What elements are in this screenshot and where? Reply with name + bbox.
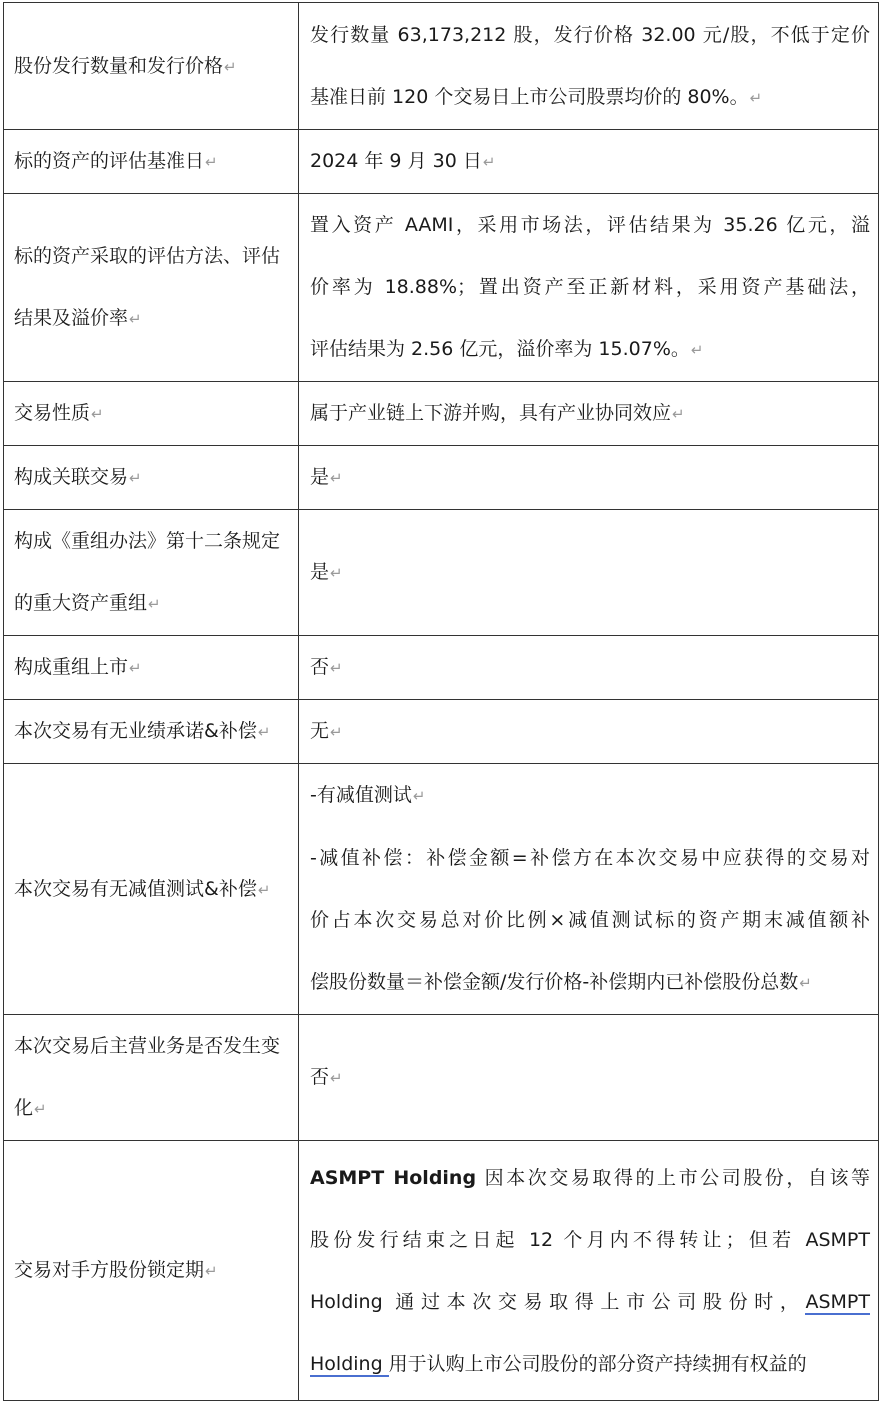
row-value: 发行数量 63,173,212 股，发行价格 32.00 元/股，不低于定价 基准日前 120 个交易日上市公司股票均价的 80%。↵: [299, 3, 879, 130]
table-row: [4, 3, 879, 130]
transaction-summary-table: [3, 2, 879, 1401]
table-row: [4, 700, 879, 764]
row-label: 本次交易后主营业务是否发生变化↵: [4, 1015, 299, 1141]
row-label: 股份发行数量和发行价格↵: [4, 3, 299, 130]
row-value: 是↵: [299, 446, 879, 510]
row-value: 否↵: [299, 1015, 879, 1141]
tracked-underline: Holding: [310, 1352, 389, 1375]
row-value: 否↵: [299, 636, 879, 700]
table-row: [4, 510, 879, 636]
row-label: 本次交易有无业绩承诺&补偿↵: [4, 700, 299, 764]
table-row: [4, 194, 879, 382]
row-label: 标的资产采取的评估方法、评估结果及溢价率↵: [4, 194, 299, 382]
row-value: 属于产业链上下游并购，具有产业协同效应↵: [299, 382, 879, 446]
row-value: 2024 年 9 月 30 日↵: [299, 130, 879, 194]
table-row: [4, 1141, 879, 1401]
row-value: 无↵: [299, 700, 879, 764]
row-label: 构成《重组办法》第十二条规定的重大资产重组↵: [4, 510, 299, 636]
row-label: 标的资产的评估基准日↵: [4, 130, 299, 194]
tracked-underline: ASMPT: [805, 1290, 870, 1313]
row-label: 构成关联交易↵: [4, 446, 299, 510]
row-label: 本次交易有无减值测试&补偿↵: [4, 764, 299, 1015]
table-row: [4, 764, 879, 1015]
table-row: [4, 446, 879, 510]
row-value: 是↵: [299, 510, 879, 636]
row-label: 交易性质↵: [4, 382, 299, 446]
row-value: ASMPT Holding 因本次交易取得的上市公司股份，自该等 股份发行结束之日起 12 个月内不得转让；但若 ASMPT Holding 通过本次交易取得上市公司股份时，ASMPT Holding 用于认购上市公司股份的部分资产持续拥有权益的: [299, 1141, 879, 1401]
row-label: 交易对手方股份锁定期↵: [4, 1141, 299, 1401]
table-row: [4, 382, 879, 446]
table-row: [4, 1015, 879, 1141]
row-label: 构成重组上市↵: [4, 636, 299, 700]
table-row: [4, 636, 879, 700]
row-value: 置入资产 AAMI，采用市场法，评估结果为 35.26 亿元，溢 价率为 18.88%；置出资产至正新材料，采用资产基础法， 评估结果为 2.56 亿元，溢价率为 15.07%。↵: [299, 194, 879, 382]
table-row: [4, 130, 879, 194]
row-value: -有减值测试↵ -减值补偿：补偿金额=补偿方在本次交易中应获得的交易对 价占本次交易总对价比例×减值测试标的资产期末减值额补 偿股份数量＝补偿金额/发行价格-补偿期内已补偿股份总数↵: [299, 764, 879, 1015]
